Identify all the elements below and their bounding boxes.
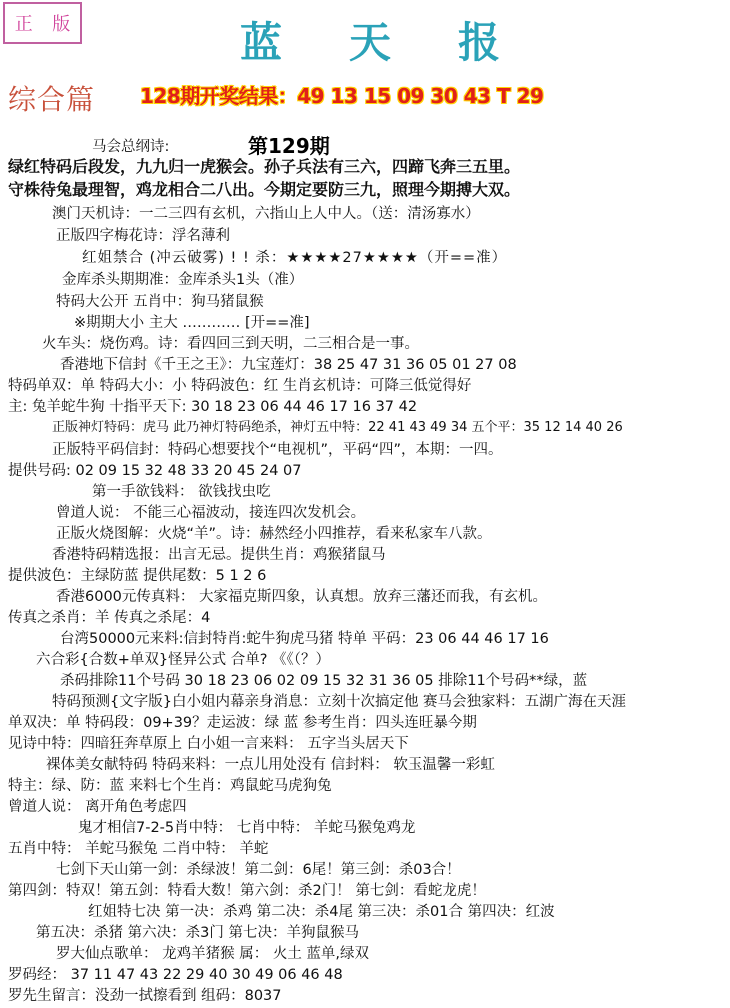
line-8: 特码大公开 五肖中：狗马猪鼠猴 bbox=[56, 294, 264, 310]
line-2: 绿红特码后段发，九九归一虎猴会。孙子兵法有三六，四蹄飞奔三五里。 bbox=[8, 157, 521, 176]
line-4: 澳门天机诗：一二三四有玄机，六指山上人中人。（送：清汤寡水） bbox=[52, 206, 480, 222]
line-17: 第一手欲钱料： 欲钱找虫吃 bbox=[92, 484, 271, 500]
line-40: 罗码经： 37 11 47 43 22 29 40 30 49 06 46 48 bbox=[8, 967, 343, 983]
line-28: 单双决：单 特码段：09+39？走运波：绿 蓝 参考生肖：四头连旺暴今期 bbox=[8, 715, 477, 731]
line-35: 七剑下天山第一剑：杀绿波！第二剑：6尾！第三剑：杀03合！ bbox=[56, 862, 461, 878]
line-1: 马会总纲诗: bbox=[92, 139, 170, 155]
stamp-char-left: 正 bbox=[14, 14, 33, 35]
line-5: 正版四字梅花诗：浮名薄利 bbox=[56, 228, 230, 244]
line-12: 特码单双：单 特码大小：小 特码波色：红 生肖玄机诗：可降三低觉得好 bbox=[8, 378, 472, 394]
line-13: 主: 兔羊蛇牛狗 十指平天下: 30 18 23 06 44 46 17 16 37 42 bbox=[8, 399, 418, 415]
line-27: 特码预测{文字版}白小姐内幕亲身消息：立刻十次搞定他 赛马会独家料：五湖广海在天涯 bbox=[52, 694, 627, 710]
result-banner: 128期开奖结果：49 13 15 09 30 43 T 29 bbox=[140, 84, 544, 108]
line-24: 台湾50000元来料:信封特肖:蛇牛狗虎马猪 特单 平码：23 06 44 46 17 16 bbox=[60, 631, 549, 647]
line-20: 香港特码精选报：出言无忌。提供生肖：鸡猴猪鼠马 bbox=[52, 547, 386, 563]
line-34: 五肖中特： 羊蛇马猴兔 二肖中特： 羊蛇 bbox=[8, 841, 269, 857]
line-32: 曾道人说： 离开角色考虑四 bbox=[8, 799, 187, 815]
line-7: 金库杀头期期准：金库杀头1头（准） bbox=[62, 272, 304, 288]
line-37: 红姐特七决 第一决：杀鸡 第二决：杀4尾 第三决：杀01合 第四决：红波 bbox=[88, 904, 555, 920]
line-3: 守株待兔最理智，鸡龙相合二八出。今期定要防三九，照理今期搏大双。 bbox=[8, 180, 521, 199]
line-9: ※期期大小 主大 ………… [开==准] bbox=[74, 315, 310, 331]
line-41: 罗先生留言：没劲一拭擦看到 组码：8037 bbox=[8, 988, 282, 1004]
line-30: 裸体美女献特码 特码来料：一点儿用处没有 信封料： 软玉温馨一彩虹 bbox=[46, 757, 495, 773]
line-11: 香港地下信封《千王之王》：九宝莲灯：38 25 47 31 36 05 01 27 08 bbox=[60, 357, 517, 373]
line-22: 香港6000元传真料： 大家福克斯四象，认真想。放弃三藩还而我，有玄机。 bbox=[56, 589, 548, 605]
line-18: 曾道人说： 不能三心福波动，接连四次发机会。 bbox=[56, 505, 366, 521]
line-14: 正版神灯特码：虎马 此乃神灯特码绝杀，神灯五中特：22 41 43 49 34 五个平：35 12 14 40 26 bbox=[52, 420, 623, 435]
masthead-char-2: 天 bbox=[348, 18, 391, 67]
line-36: 第四剑：特双！第五剑：特看大数！第六剑：杀2门！ 第七剑：看蛇龙虎！ bbox=[8, 883, 486, 899]
line-26: 杀码排除11个号码 30 18 23 06 02 09 15 32 31 36 05 排除11个号码**绿，蓝 bbox=[60, 673, 588, 689]
masthead-char-1: 蓝 bbox=[240, 18, 283, 67]
stamp-char-right: 版 bbox=[52, 14, 71, 35]
line-23: 传真之杀肖：羊 传真之杀尾：4 bbox=[8, 610, 211, 626]
line-15: 正版特平码信封：特码心想要找个“电视机”，平码“四”，本期：一四。 bbox=[52, 442, 503, 458]
line-31: 特主：绿、防：蓝 来料七个生肖：鸡鼠蛇马虎狗兔 bbox=[8, 778, 332, 794]
section-title: 综合篇 bbox=[8, 83, 96, 116]
edition-stamp bbox=[3, 2, 82, 44]
line-33: 鬼才相信7-2-5肖中特： 七肖中特： 羊蛇马猴兔鸡龙 bbox=[78, 820, 416, 836]
line-16: 提供号码: 02 09 15 32 48 33 20 45 24 07 bbox=[8, 463, 302, 479]
line-10: 火车头：烧伤鸡。诗：看四回三到天明，二三相合是一事。 bbox=[42, 336, 419, 352]
line-38: 第五决：杀猪 第六决：杀3门 第七决：羊狗鼠猴马 bbox=[36, 925, 359, 941]
line-6: 红姐禁合 (冲云破雾) ! ! 杀：★★★★27★★★★（开==准） bbox=[82, 250, 508, 266]
line-39: 罗大仙点歌单： 龙鸡羊猪猴 属： 火土 蓝单,绿双 bbox=[56, 946, 370, 962]
newspaper-masthead bbox=[240, 10, 500, 70]
line-25: 六合彩{合数+单双}怪异公式 合单? 《《（？） bbox=[36, 652, 331, 668]
line-21: 提供波色：主绿防蓝 提供尾数：5 1 2 6 bbox=[8, 568, 267, 584]
line-19: 正版火烧图解：火烧“羊”。诗：赫然经小四推荐，看来私家车八款。 bbox=[56, 526, 492, 542]
masthead-char-3: 报 bbox=[457, 18, 500, 67]
period-number: 第129期 bbox=[248, 134, 330, 158]
line-29: 见诗中特：四暗狂奔草原上 白小姐一言来料： 五字当头居天下 bbox=[8, 736, 409, 752]
